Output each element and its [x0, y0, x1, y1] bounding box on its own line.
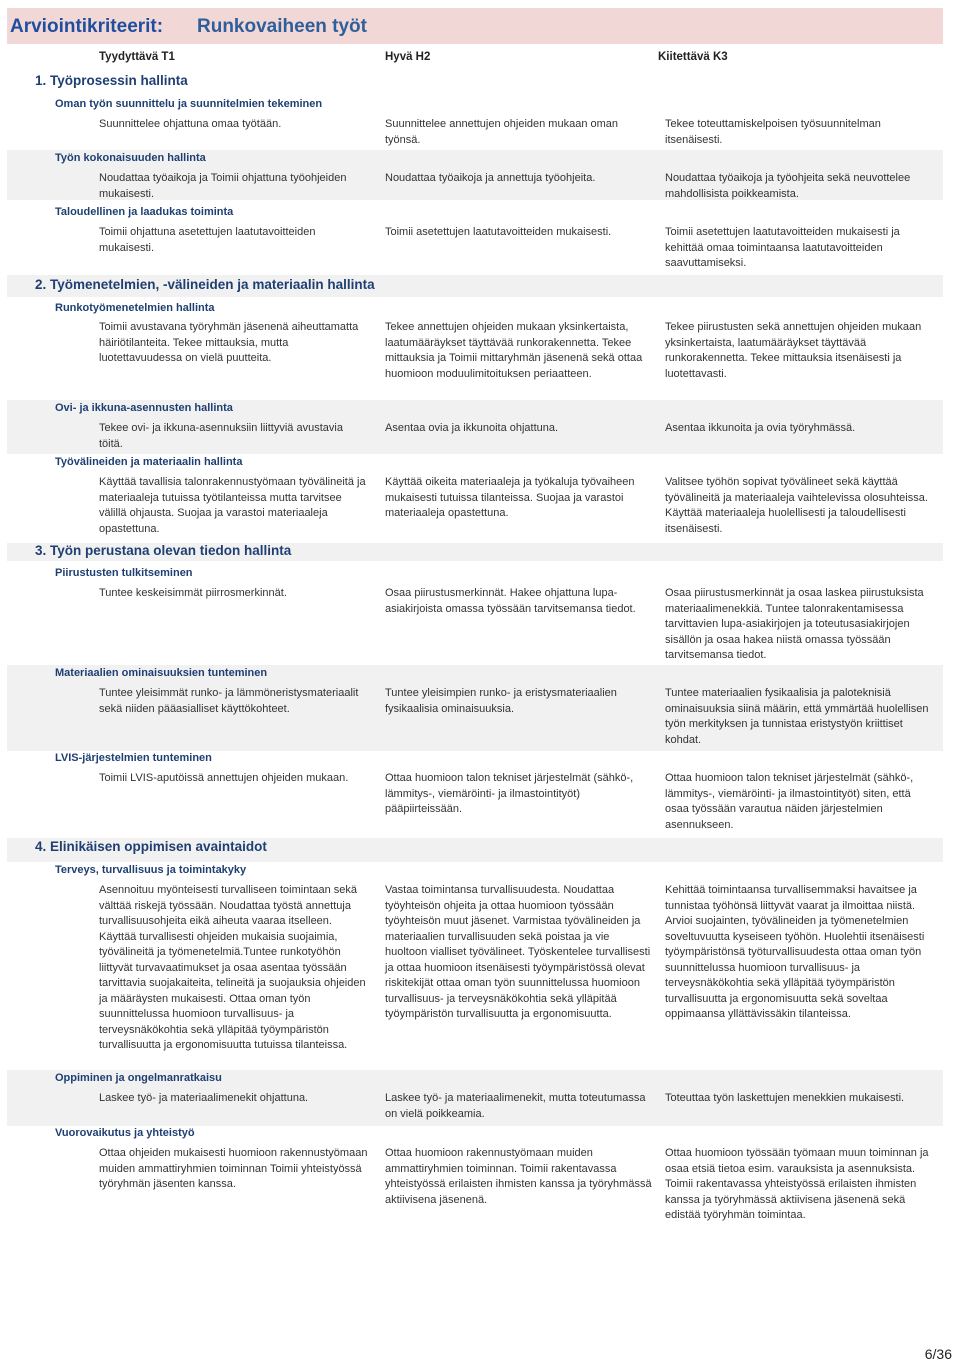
criterion-h2: Osaa piirustusmerkinnät. Hakee ohjattuna lupa-asiakirjoista omassa työssään tarvitsemansa tiedot. [385, 587, 636, 615]
criterion-title: Taloudellinen ja laadukas toiminta [55, 206, 234, 218]
criterion-h2: Ottaa huomioon rakennustyömaan muiden ammattiryhmien toiminnan. Toimii rakentavassa yhteistyössä erilaisten ihmisten kanssa ja työryhmässä aktiivisena jäsenenä. [385, 1147, 652, 1206]
criterion-k3: Valitsee työhön sopivat työvälineet sekä käyttää työvälineitä ja materiaaleja vaihtelevissa olosuhteissa. Käyttää materiaaleja huolellisesti ja taloudellisesti itsenäisesti. [665, 476, 928, 535]
column-header-t1: Tyydyttävä T1 [99, 51, 175, 63]
criterion-t1: Ottaa ohjeiden mukaisesti huomioon rakennustyömaan muiden ammattiryhmien toiminnan Toimii yhteistyössä työryhmän jäsenten kanssa. [99, 1147, 368, 1190]
criterion-h2: Ottaa huomioon talon tekniset järjestelmät (sähkö-, lämmitys-, viemäröinti- ja ilmastointityöt) pääpiirteissään. [385, 772, 634, 815]
criterion-h2: Tekee annettujen ohjeiden mukaan yksinkertaista, laatumääräykset täyttävää runkorakennetta. Tekee mittauksia ja Toimii mittaryhmän jäsenenä sekä ottaa huomioon moduulimitoituksen periaatteen. [385, 321, 643, 380]
criterion-title: Työn kokonaisuuden hallinta [55, 152, 206, 164]
criterion-t1: Tuntee yleisimmät runko- ja lämmöneristysmateriaalit sekä niiden pääasialliset käyttökohteet. [99, 687, 359, 715]
section-title: 1. Työprosessin hallinta [35, 73, 188, 88]
criterion-h2: Laskee työ- ja materiaalimenekit, mutta toteutumassa on vielä poikkeamia. [385, 1092, 646, 1120]
criterion-k3: Asentaa ikkunoita ja ovia työryhmässä. [665, 422, 856, 434]
criterion-h2: Noudattaa työaikoja ja annettuja työohjeita. [385, 172, 596, 184]
criterion-t1: Toimii avustavana työryhmän jäsenenä aiheuttamatta häiriötilanteita. Tekee mittauksia, mutta luotettavuudessa on vielä puutteita. [99, 321, 359, 364]
criterion-title: Vuorovaikutus ja yhteistyö [55, 1127, 195, 1139]
criterion-title: Terveys, turvallisuus ja toimintakyky [55, 864, 247, 876]
criterion-h2: Vastaa toimintansa turvallisuudesta. Noudattaa työyhteisön ohjeita ja ottaa huomioon työssään työyhteisön muut jäsenet. Varmistaa työvälineiden ja materiaalien turvallisuuden sekä poistaa ja vie huoltoon vialliset työvälineet. Työskentelee turvallisesti ja ottaa huomioon itsenäisesti työympäristössä olevat riskitekijät ottaa oman työn suunnittelussa huomioon turvallisuus- ja terveysnäkökohtia sekä ylläpitää työympäristön turvallisuutta ja ergonomisuutta. [385, 884, 651, 1020]
criterion-t1: Toimii LVIS-aputöissä annettujen ohjeiden mukaan. [99, 772, 349, 784]
criterion-k3: Tekee piirustusten sekä annettujen ohjeiden mukaan yksinkertaista, laatumääräykset täyttävää runkorakennetta. Tekee mittauksia itsenäisesti ja luotettavasti. [665, 321, 922, 380]
criterion-title: Työvälineiden ja materiaalin hallinta [55, 456, 243, 468]
criterion-k3: Tuntee materiaalien fysikaalisia ja paloteknisiä ominaisuuksia siinä määrin, että ymmärtää huolellisen työn merkityksen ja tunnistaa eristystyön kriittiset kohdat. [665, 687, 929, 746]
criterion-title: Piirustusten tulkitseminen [55, 567, 193, 579]
criterion-title: Materiaalien ominaisuuksien tunteminen [55, 667, 268, 679]
criterion-k3: Noudattaa työaikoja ja työohjeita sekä neuvottelee mahdollisista poikkeamista. [665, 172, 911, 200]
criterion-t1: Käyttää tavallisia talonrakennustyömaan työvälineitä ja materiaaleja tutuissa työtilanteissa mutta tarvitsee välillä ohjausta. Suojaa ja varastoi materiaaleja opastettuna. [99, 476, 366, 535]
subject-title: Runkovaiheen työt [197, 16, 367, 37]
criterion-k3: Toimii asetettujen laatutavoitteiden mukaisesti ja kehittää omaa toimintaansa laatutavoitteiden saavuttamiseksi. [665, 226, 900, 269]
criterion-k3: Tekee toteuttamiskelpoisen työsuunnitelman itsenäisesti. [665, 118, 881, 146]
column-header-h2: Hyvä H2 [385, 51, 431, 63]
criterion-title: Oppiminen ja ongelmanratkaisu [55, 1072, 222, 1084]
section-title: 4. Elinikäisen oppimisen avaintaidot [35, 839, 267, 854]
criterion-title: Oman työn suunnittelu ja suunnitelmien tekeminen [55, 98, 323, 110]
criterion-k3: Ottaa huomioon työssään työmaan muun toiminnan ja osaa etsiä tietoa esim. varauksista ja asennuksista. Toimii rakentavassa yhteistyössä erilaisten ihmisten kanssa ja työryhmässä aktiivisena jäsenenä sekä edistää työryhmän toimintaa. [665, 1147, 929, 1221]
criterion-t1: Toimii ohjattuna asetettujen laatutavoitteiden mukaisesti. [99, 226, 316, 254]
criterion-k3: Toteuttaa työn laskettujen menekkien mukaisesti. [665, 1092, 905, 1104]
criterion-h2: Suunnittelee annettujen ohjeiden mukaan oman työnsä. [385, 118, 619, 146]
criterion-t1: Laskee työ- ja materiaalimenekit ohjattuna. [99, 1092, 309, 1104]
criteria-label: Arviointikriteerit: [10, 16, 164, 37]
criterion-h2: Asentaa ovia ja ikkunoita ohjattuna. [385, 422, 559, 434]
criterion-title: Ovi- ja ikkuna-asennusten hallinta [55, 402, 233, 414]
criterion-t1: Tuntee keskeisimmät piirrosmerkinnät. [99, 587, 287, 599]
criterion-t1: Suunnittelee ohjattuna omaa työtään. [99, 118, 282, 130]
section-title: 2. Työmenetelmien, -välineiden ja materiaalin hallinta [35, 277, 375, 292]
criterion-t1: Noudattaa työaikoja ja Toimii ohjattuna työohjeiden mukaisesti. [99, 172, 347, 200]
section-title: 3. Työn perustana olevan tiedon hallinta [35, 543, 292, 558]
criterion-k3: Ottaa huomioon talon tekniset järjestelmät (sähkö-, lämmitys-, viemäröinti- ja ilmastointityöt) siten, että osaa työssään varautua näiden järjestelmien asennukseen. [665, 772, 914, 831]
header-banner [7, 8, 943, 44]
criterion-h2: Toimii asetettujen laatutavoitteiden mukaisesti. [385, 226, 612, 238]
criterion-title: LVIS-järjestelmien tunteminen [55, 752, 212, 764]
criterion-k3: Osaa piirustusmerkinnät ja osaa laskea piirustuksista materiaalimenekkiä. Tuntee talonrakentamisessa tarvittavien lupa-asiakirjojen ja toteutusasiakirjojen sisällön ja osaa hakea niistä omassa työssään tarvitsemansa tiedot. [665, 587, 924, 661]
criterion-title: Runkotyömenetelmien hallinta [55, 302, 215, 314]
criterion-t1: Tekee ovi- ja ikkuna-asennuksiin liittyviä avustavia töitä. [99, 422, 343, 450]
column-header-k3: Kiitettävä K3 [658, 51, 728, 63]
criterion-t1: Asennoituu myönteisesti turvalliseen toimintaan sekä välttää riskejä työssään. Noudattaa työstä annettuja turvallisuusohjeita eikä aiheuta vaaraa itselleen. Käyttää turvallisesti ohjeiden mukaisia suojaimia, työvälineitä ja työmenetelmiä.Tuntee runkotyöhön liittyvät turvavaatimukset ja osaa asentaa työssään tarvittavia suojakaiteita, telineitä ja suojauksia ohjeiden ja määräysten mukaisesti. Ottaa oman työn suunnittelussa huomioon turvallisuus- ja terveysnäkökohtia sekä ylläpitää työympäristön turvallisuutta ja ergonomisuutta tutuissa tilanteissa. [99, 884, 366, 1051]
criterion-h2: Käyttää oikeita materiaaleja ja työkaluja työvaiheen mukaisesti tutuissa tilanteissa. Suojaa ja varastoi materiaaleja opastettuna. [385, 476, 635, 519]
criterion-k3: Kehittää toimintaansa turvallisemmaksi havaitsee ja tunnistaa työhönsä liittyvät vaarat ja ilmoittaa niistä. Arvioi suojainten, työvälineiden ja työmenetelmien soveltuvuutta kyseiseen työhön. Huolehtii itsenäisesti työympäristönsä työturvallisuudesta ottaa oman työn suunnittelussa huomioon turvallisuus- ja terveysnäkökohtia sekä ylläpitää työympäristön turvallisuutta ja ergonomisuutta sekä soveltaa oppimaansa yllättävissäkin tilanteissa. [665, 884, 925, 1020]
page-number: 6/36 [924, 1346, 952, 1362]
criterion-h2: Tuntee yleisimpien runko- ja eristysmateriaalien fysikaalisia ominaisuuksia. [385, 687, 617, 715]
